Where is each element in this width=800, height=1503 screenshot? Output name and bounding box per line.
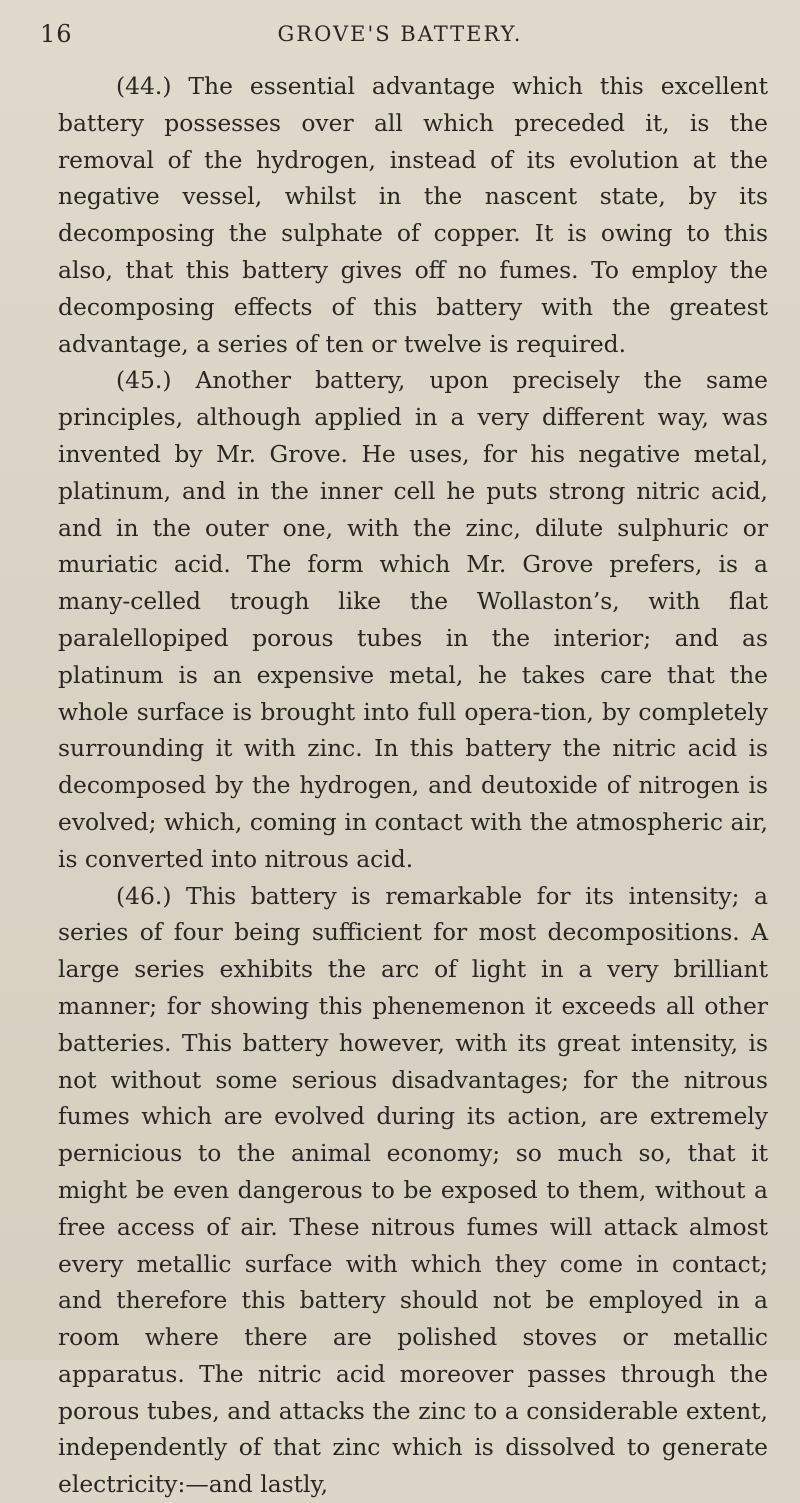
paragraph-46: (46.) This battery is remarkable for its intensity; a series of four being sufficient for most decompositions. A large series exhibits the arc of light in a very brilliant manner; for showing this phenemenon it exceeds all other batteries. This battery however, with its great intensity, is not without some serious disadvantages; for the nitrous fumes which are evolved during its action, are extremely pernicious to the animal economy; so much so, that it might be even dangerous to be exposed to them, without a free access of air. These nitrous fumes will attack almost every metallic surface with which they come in contact; and therefore this battery should not be employed in a room where there are polished stoves or metallic apparatus. The nitric acid moreover passes through the porous tubes, and attacks the zinc to a considerable extent, independently of that zinc which is dissolved to generate electricity:—and lastly, [58, 881, 768, 1499]
paragraph-44: (44.) The essential advantage which this excellent battery possesses over all which preceded it, is the removal of the hydrogen, instead of its evolution at the negative vessel, whilst in the nascent state, by its decomposing the sulphate of copper. It is owing to this also, that this battery gives off no fumes. To employ the decomposing effects of this battery with the greatest advantage, a series of ten or twelve is required. [58, 72, 768, 358]
page-number: 16 [40, 20, 73, 48]
page-header [0, 20, 800, 60]
running-title: GROVE'S BATTERY. [277, 22, 523, 46]
page-body [58, 68, 768, 1503]
paragraph-45: (45.) Another battery, upon precisely the same principles, although applied in a very different way, was invented by Mr. Grove. He uses, for his negative metal, platinum, and in the inner cell he puts strong nitric acid, and in the outer one, with the zinc, dilute sulphuric or muriatic acid. The form which Mr. Grove prefers, is a many-celled trough like the Wollaston’s, with flat paralellopiped porous tubes in the interior; and as platinum is an expensive metal, he takes care that the whole surface is brought into full opera-tion, by completely surrounding it with zinc. In this battery the nitric acid is decomposed by the hydrogen, and deutoxide of nitrogen is evolved; which, coming in contact with the atmospheric air, is converted into nitrous acid. [58, 366, 768, 873]
